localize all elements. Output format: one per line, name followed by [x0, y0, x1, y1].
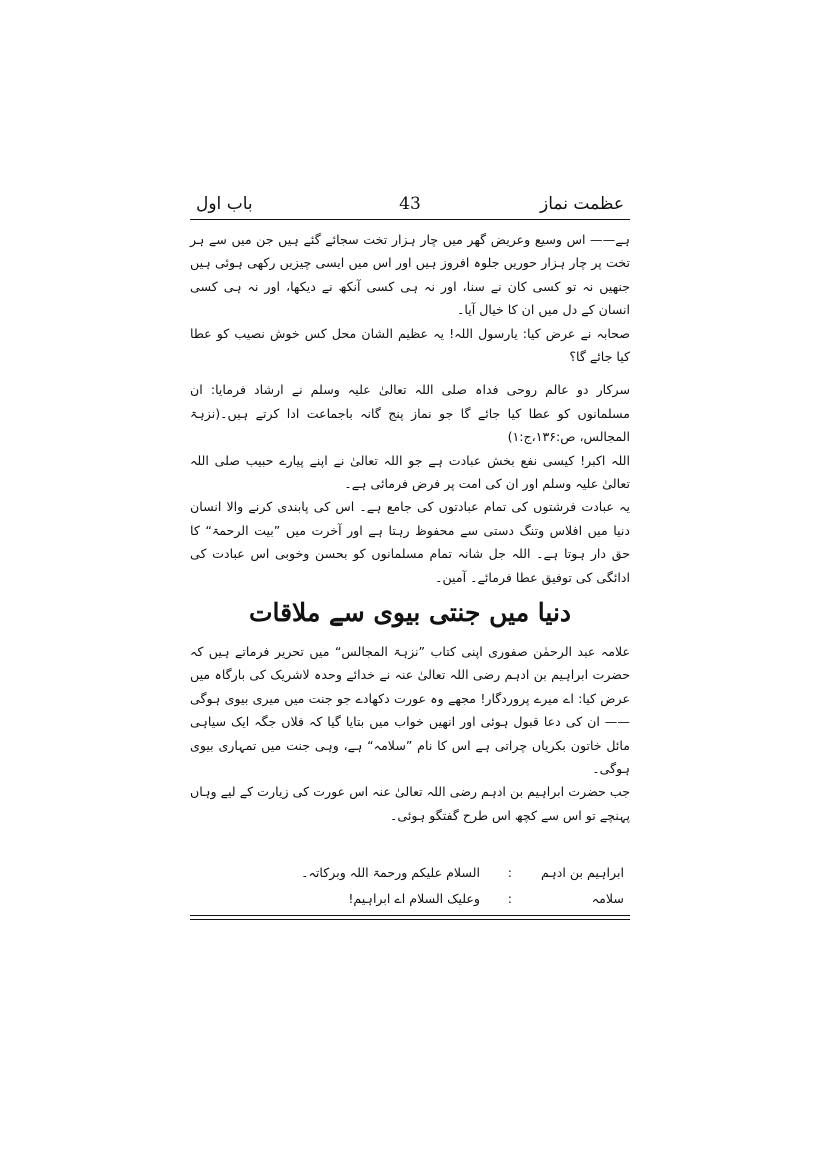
dialogue-separator: : [507, 865, 512, 880]
footer-rule [190, 919, 630, 920]
page-number: 43 [399, 194, 421, 214]
body-text-top [190, 228, 630, 589]
paragraph: سرکار دو عالم روحی فداہ صلی اللہ تعالیٰ علیہ وسلم نے ارشاد فرمایا: ان مسلمانوں کو عطا کیا جائے گا جو نماز پنج گانہ باجماعت ادا کرتے ہیں۔(نزہۃ المجالس، ص:۱۳۶،ج:۱) [190, 382, 630, 445]
paragraph: صحابہ نے عرض کیا: یارسول اللہ! یہ عظیم الشان محل کس خوش نصیب کو عطا کیا جائے گا؟ [190, 325, 630, 365]
section-heading: دنیا میں جنتی بیوی سے ملاقات [248, 598, 572, 627]
dialogue-line [190, 860, 630, 886]
dialogue-line [190, 886, 630, 912]
body-text-bottom [190, 640, 630, 827]
book-title: عظمت نماز [540, 194, 624, 214]
running-header [190, 192, 630, 218]
dialogue-text: السلام علیکم ورحمۃ اللہ وبرکاتہ۔ [301, 865, 480, 880]
paragraph: جب حضرت ابراہیم بن ادہم رضی اللہ تعالیٰ عنہ اس عورت کی زیارت کے لیے وہاں پہنچے تو اس سے کچھ اس طرح گفتگو ہوئی۔ [190, 784, 630, 823]
chapter-title: باب اول [196, 194, 253, 214]
header-rule [190, 219, 630, 220]
paragraph: یہ عبادت فرشتوں کی تمام عبادتوں کی جامع ہے۔ اس کی پابندی کرنے والا انسان دنیا میں افلاس وتنگ دستی سے محفوظ رہتا ہے اور آخرت میں ”بیت الرحمۃ“ کا حق دار ہوتا ہے۔ اللہ جل شانہ تمام مسلمانوں کو بحسن وخوبی اس عبادت کی ادائگی کی توفیق عطا فرمائے۔ آمین۔ [190, 499, 630, 585]
footer-rule [190, 915, 630, 916]
dialogue-text: وعلیک السلام اے ابراہیم! [348, 891, 480, 906]
paragraph: ہے—— اس وسیع وعریض گھر میں چار ہزار تخت سجائے گئے ہیں جن میں سے ہر تخت پر چار ہزار حوریں جلوہ افروز ہیں اور اس میں ایسی چیزیں رکھی ہوئی ہیں جنھیں نہ تو کسی کان نے سنا، اور نہ ہی کسی آنکھ نے دیکھا، اور نہ ہی کسی انسان کے دل میں ان کا خیال آیا۔ [190, 232, 630, 318]
paragraph: علامہ عبد الرحمٰن صفوری اپنی کتاب ”نزہۃ المجالس“ میں تحریر فرماتے ہیں کہ حضرت ابراہیم بن ادہم رضی اللہ تعالیٰ عنہ نے خدائے وحدہ لاشریک کی بارگاہ میں عرض کیا: اے میرے پروردگار! مجھے وہ عورت دکھادے جو جنت میں میری بیوی ہوگی —— ان کی دعا قبول ہوئی اور انھیں خواب میں بتایا گیا کہ فلاں جگہ ایک سیاہی مائل خاتون بکریاں چراتی ہے اس کا نام ”سلامہ“ ہے، وہی جنت میں تمہاری بیوی ہوگی۔ [190, 644, 630, 777]
dialogue-separator: : [507, 891, 512, 906]
dialogue-speaker: ابراہیم بن ادہم [541, 865, 624, 880]
dialogue [190, 860, 630, 912]
paragraph: اللہ اکبر! کیسی نفع بخش عبادت ہے جو اللہ تعالیٰ نے اپنے پیارے حبیب صلی اللہ تعالیٰ علیہ وسلم اور ان کی امت پر فرض فرمائی ہے۔ [190, 452, 630, 492]
dialogue-speaker: سلامہ [591, 891, 624, 906]
